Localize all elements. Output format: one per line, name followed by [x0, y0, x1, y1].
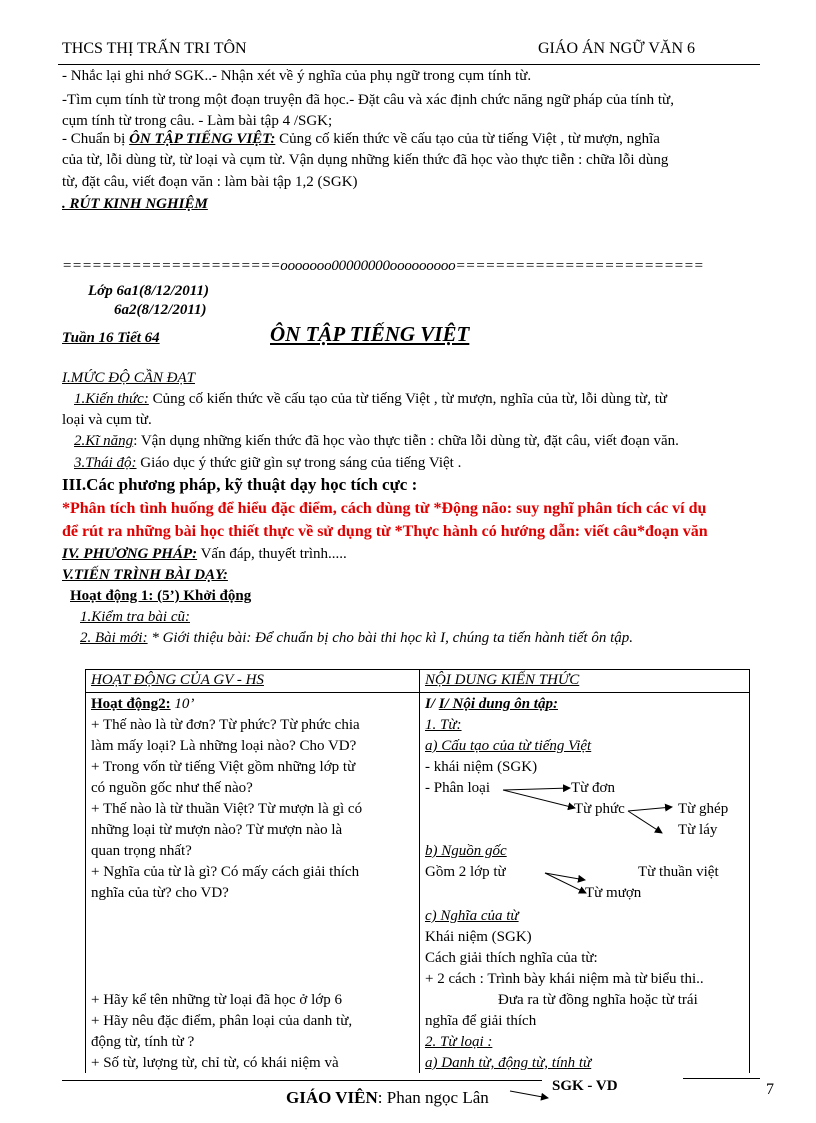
ki-nang-label: 2.Kĩ năng [74, 433, 134, 449]
ki-nang-text: : Vận dụng những kiến thức đã học vào thực tiễn : chữa lỗi dùng từ, đặt câu, viết đoạn văn. [133, 433, 679, 449]
page-number: 7 [766, 1081, 774, 1098]
kiem-tra-bai-cu-label: 1.Kiểm tra bài cũ: [80, 609, 190, 625]
question-2a: + Trong vốn từ tiếng Việt gồm những lớp từ [91, 759, 356, 775]
cau-tao-tu: a) Cấu tạo của từ tiếng Việt [425, 738, 592, 754]
arrow-thuan-viet [545, 873, 585, 880]
question-5: + Hãy kể tên những từ loại đã học ở lớp 6 [91, 992, 342, 1008]
intro-line-1: - Nhắc lại ghi nhớ SGK..- Nhận xét về ý nghĩa của phụ ngữ trong cụm tính từ. [62, 68, 532, 84]
right-tu-label: 1. Từ: [425, 717, 462, 733]
danh-dong-tinh-tu: a) Danh từ, động từ, tính từ [425, 1055, 592, 1071]
intro-line-4-post: Củng cố kiến thức về cấu tạo của từ tiếng Việt , từ mượn, nghĩa [275, 131, 660, 147]
kien-thuc-text-2: loại và cụm từ. [62, 412, 152, 428]
header-subject: GIÁO ÁN NGỮ VĂN 6 [538, 40, 695, 57]
noi-dung-title-text: I/ Nội dung ôn tập: [438, 696, 558, 712]
khai-niem-2: Khái niệm (SGK) [425, 929, 532, 945]
khai-niem: - khái niệm (SGK) [425, 759, 538, 775]
question-6a: + Hãy nêu đặc điểm, phân loại của danh từ, [91, 1013, 353, 1029]
footer-rule-right [683, 1078, 760, 1079]
separator: ======================ooooooo00000000ooooooooo========================= [62, 258, 704, 274]
section-4-title: IV. PHƯƠNG PHÁP: [62, 546, 198, 562]
arrow-tu-lay [628, 811, 662, 833]
footer-gv-name: : Phan ngọc Lân [377, 1088, 489, 1107]
thai-do-label: 3.Thái độ: [74, 455, 137, 471]
nghia-giai-thich: nghĩa để giải thích [425, 1013, 537, 1029]
arrow-tu-don [503, 788, 570, 790]
bai-moi-label: 2. Bài mới: [80, 630, 148, 646]
bai-moi-text: * Giới thiệu bài: Để chuẩn bị cho bài thi học kì I, chúng ta tiến hành tiết ôn tập. [147, 630, 634, 646]
tu-phuc: Từ phức [574, 801, 625, 817]
section-3-title: III.Các phương pháp, kỹ thuật dạy học tích cực : [62, 475, 418, 494]
arrow-tu-ghep [628, 807, 672, 811]
intro-line-2: -Tìm cụm tính từ trong một đoạn truyện đã học.- Đặt câu và xác định chức năng ngữ pháp của tính từ, [62, 92, 674, 108]
question-3c: quan trọng nhất? [91, 843, 192, 859]
tu-loai-label: 2. Từ loại : [425, 1034, 493, 1050]
hoat-dong-2-time: 10’ [170, 696, 195, 712]
tuan-tiet: Tuần 16 Tiết 64 [62, 330, 160, 346]
intro-line-5: của từ, lỗi dùng từ, từ loại và cụm từ. Vận dụng những kiến thức đã học vào thực tiễn : chữa lỗi dùng [62, 152, 669, 168]
intro-line-6: từ, đặt câu, viết đoạn văn : làm bài tập 1,2 (SGK) [62, 174, 358, 190]
arrow-tu-muon [545, 873, 586, 893]
hai-cach: + 2 cách : Trình bày khái niệm mà từ biểu thi.. [425, 971, 704, 987]
hoat-dong-1: Hoạt động 1: (5’) Khởi động [70, 588, 252, 604]
question-7: + Số từ, lượng từ, chỉ từ, có khái niệm và [91, 1055, 339, 1071]
rut-kinh-nghiem: . RÚT KINH NGHIỆM [62, 196, 208, 212]
lop-6a2: 6a2(8/12/2011) [114, 302, 207, 318]
tu-muon: Từ mượn [585, 885, 642, 901]
footer-gv-label: GIÁO VIÊN [286, 1088, 378, 1107]
cach-giai-thich: Cách giải thích nghĩa của từ: [425, 950, 598, 966]
hoat-dong-2-label: Hoạt động2: [91, 696, 171, 712]
lop-6a1: Lớp 6a1(8/12/2011) [88, 283, 209, 299]
tu-ghep: Từ ghép [678, 801, 729, 817]
question-4b: nghĩa của từ? cho VD? [91, 885, 229, 901]
footer-rule-left [62, 1080, 542, 1081]
header-school: THCS THỊ TRẤN TRI TÔN [62, 40, 247, 57]
tu-don: Từ đơn [571, 780, 615, 796]
nghia-cua-tu: c) Nghĩa của từ [425, 908, 519, 924]
tu-thuan-viet: Từ thuần việt [638, 864, 719, 880]
question-2b: có nguồn gốc như thế nào? [91, 780, 253, 796]
kien-thuc-label: 1.Kiến thức: [74, 391, 149, 407]
gom-2-lop: Gồm 2 lớp từ [425, 864, 506, 880]
dua-ra: Đưa ra từ đồng nghĩa hoặc từ trái [498, 992, 698, 1008]
question-1b: làm mấy loại? Là những loại nào? Cho VD? [91, 738, 357, 754]
thai-do-text: Giáo dục ý thức giữ gìn sự trong sáng của tiếng Việt . [136, 455, 462, 471]
question-3b: những loại từ mượn nào? Từ mượn nào là [91, 822, 343, 838]
nguon-goc: b) Nguồn gốc [425, 843, 507, 859]
lesson-title: ÔN TẬP TIẾNG VIỆT [270, 322, 470, 346]
table-head-right: NỘI DUNG KIẾN THỨC [425, 672, 580, 688]
noi-dung-title: I/ I/ Nội dung ôn tập: [425, 696, 558, 712]
tu-lay: Từ láy [678, 822, 718, 838]
section-3-red-2: để rút ra những bài học thiết thực về sử dụng từ *Thực hành có hướng dẫn: viết câu*đoạn văn [62, 523, 708, 540]
question-3a: + Thế nào là từ thuần Việt? Từ mượn là gì có [91, 801, 363, 817]
intro-line-4-pre: - Chuẩn bị [62, 131, 130, 147]
question-4a: + Nghĩa của từ là gì? Có mấy cách giải thích [91, 864, 360, 880]
intro-line-3: cụm tính từ trong câu. - Làm bài tập 4 /SGK; [62, 113, 333, 129]
section-1-title: I.MỨC ĐỘ CẦN ĐẠT [62, 370, 195, 386]
question-1a: + Thế nào là từ đơn? Từ phức? Từ phức chia [91, 717, 360, 733]
kien-thuc-text: Củng cố kiến thức về cấu tạo của từ tiếng Việt , từ mượn, nghĩa của từ, lỗi dùng từ, từ [148, 391, 667, 407]
phan-loai: - Phân loại [425, 780, 490, 796]
footer-sgk: SGK - VD [552, 1078, 618, 1094]
question-6b: động từ, tính từ ? [91, 1034, 195, 1050]
arrow-tu-phuc [503, 790, 575, 808]
section-4-text: Vấn đáp, thuyết trình..... [197, 546, 347, 562]
section-3-red-1: *Phân tích tình huống để hiểu đặc điểm, cách dùng từ *Động não: suy nghĩ phân tích các ví dụ [62, 500, 707, 517]
table-head-left: HOẠT ĐỘNG CỦA GV - HS [91, 672, 264, 688]
on-tap-label: ÔN TẬP TIẾNG VIỆT: [129, 131, 276, 147]
footer-teacher [286, 1088, 489, 1108]
section-5-title: V.TIẾN TRÌNH BÀI DẠY: [62, 567, 228, 583]
